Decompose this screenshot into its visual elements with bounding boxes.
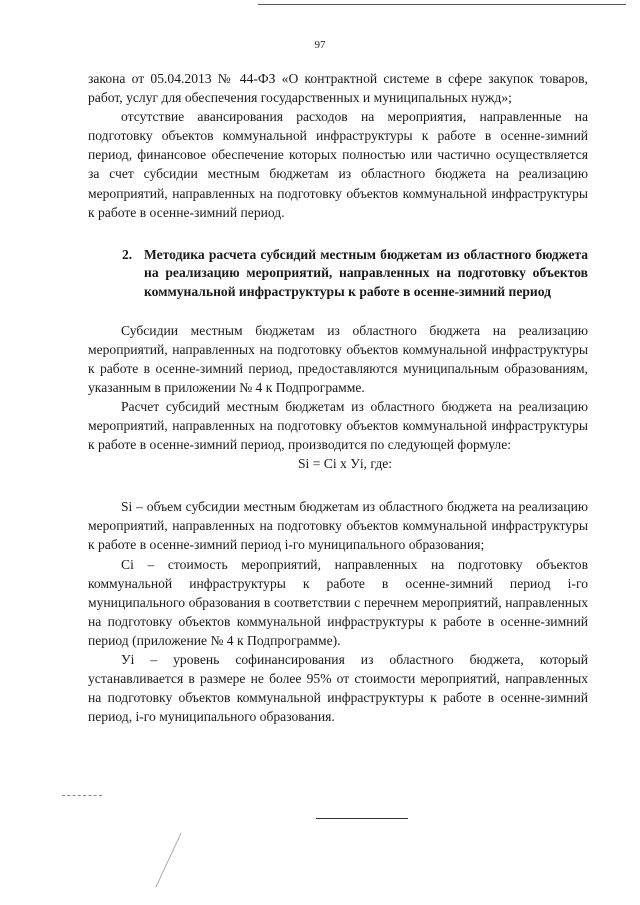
paragraph-law-reference: закона от 05.04.2013 № 44-ФЗ «О контрактной системе в сфере закупок товаров, работ, услуг для обеспечения государственных и муниципальных нужд»;	[88, 71, 588, 106]
paragraph-subsidies: Субсидии местным бюджетам из областного бюджета на реализацию мероприятий, направленных на подготовку объектов коммунальной инфраструктуры к работе в осенне-зимний период, предоставляются муниципальным образованиям, указанным в приложении № 4 к Подпрограмме.	[88, 322, 588, 395]
section-heading-number: 2.	[122, 246, 133, 262]
bottom-rule	[316, 818, 408, 819]
top-rule	[258, 4, 626, 5]
page-number: 97	[314, 39, 326, 51]
scan-artifact	[155, 833, 181, 888]
document-body	[88, 69, 588, 726]
paragraph-calculation: Расчет субсидий местным бюджетам из областного бюджета на реализацию мероприятий, направленных на подготовку объектов коммунальной инфраструктуры к работе в осенне-зимний период, производится по следующей формуле:	[88, 398, 588, 453]
section-heading-text: Методика расчета субсидий местным бюджетам из областного бюджета на реализацию мероприятий, направленных на подготовку объектов коммунальной инфраструктуры к работе в осенне-зимний период	[144, 246, 588, 299]
margin-dash	[62, 795, 102, 796]
section-heading	[88, 246, 588, 302]
paragraph-yi-definition: Уi – уровень софинансирования из областного бюджета, который устанавливается в размере не более 95% от стоимости мероприятий, направленных на подготовку объектов коммунальной инфраструктуры к работе в осенне-зимний период, i-го муниципального образования.	[88, 652, 588, 725]
paragraph-ci-definition: Ci – стоимость мероприятий, направленных на подготовку объектов коммунальной инфраструктуры к работе в осенне-зимний период i-го муниципального образования в соответствии с перечнем мероприятий, направленных на подготовку объектов коммунальной инфраструктуры к работе в осенне-зимний период (приложение № 4 к Подпрограмме).	[88, 556, 588, 648]
paragraph-si-definition: Si – объем субсидии местным бюджетам из областного бюджета на реализацию мероприятий, направленных на подготовку объектов коммунальной инфраструктуры к работе в осенне-зимний период i-го муниципального образования;	[88, 499, 588, 553]
formula: Si = Ci x Уi, где:	[298, 456, 393, 472]
paragraph-no-advance: отсутствие авансирования расходов на мероприятия, направленные на подготовку объектов коммунальной инфраструктуры к работе в осенне-зимний период, финансовое обеспечение которых полностью или частично осуществляется за счет субсидии местным бюджетам из областного бюджета на реализацию мероприятий, направленных на подготовку объектов коммунальной инфраструктуры к работе в осенне-зимний период.	[88, 109, 588, 220]
